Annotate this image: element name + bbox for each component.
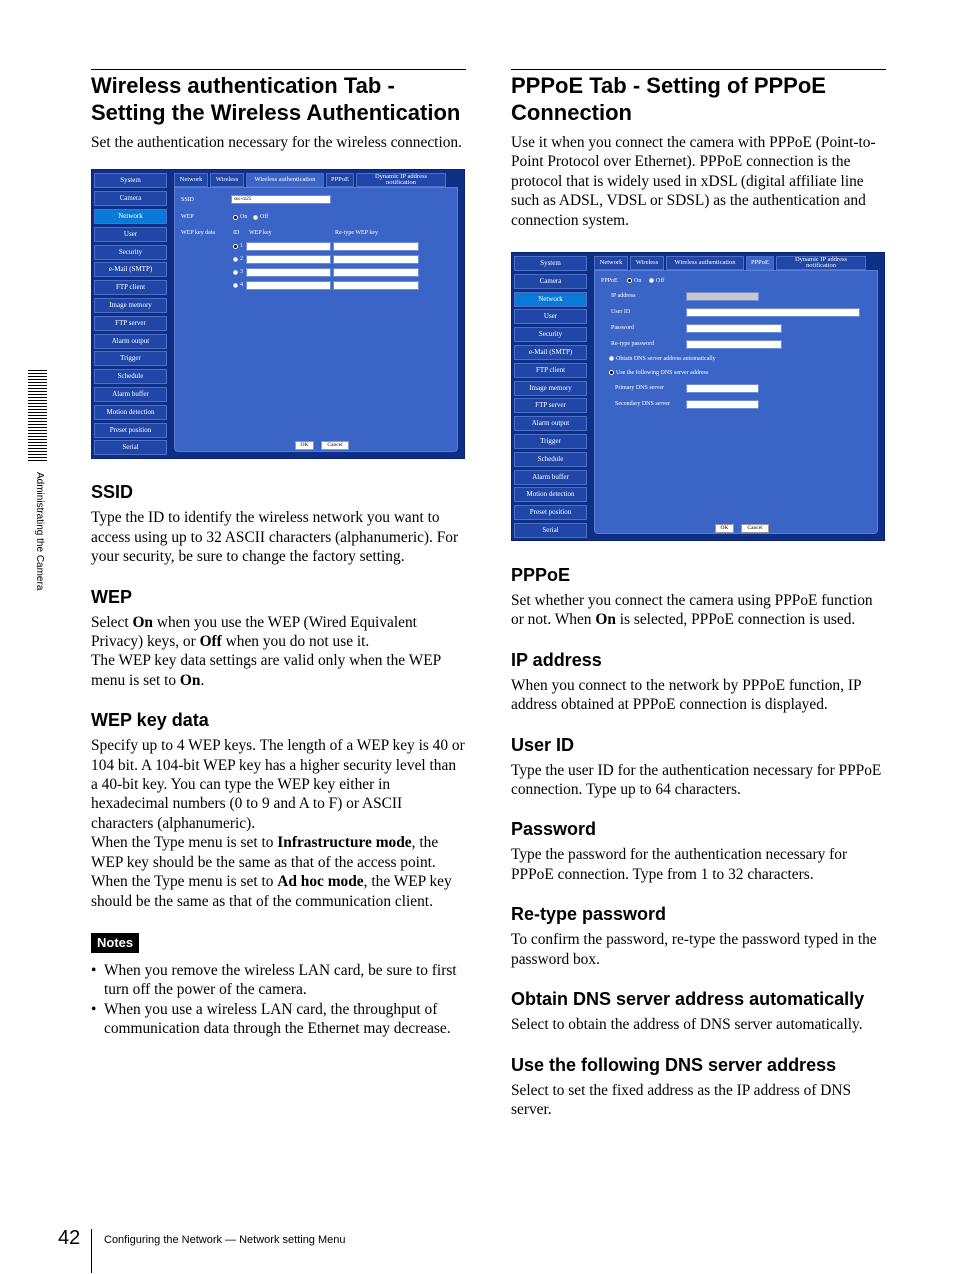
wep-off-radio[interactable]: Off bbox=[253, 214, 268, 220]
wep-key-id-radio[interactable]: 2 bbox=[233, 256, 243, 262]
tab-wireless[interactable]: Wireless bbox=[630, 256, 664, 270]
retype-password-text: To confirm the password, re-type the password typed in the password box. bbox=[511, 931, 877, 968]
wep-key-id-radio[interactable]: 4 bbox=[233, 282, 243, 288]
tab-wireless-authentication[interactable]: Wireless authentication bbox=[246, 173, 324, 187]
retype-wep-key-input[interactable] bbox=[333, 281, 419, 290]
tab-network[interactable]: Network bbox=[594, 256, 628, 270]
password-heading: Password bbox=[511, 819, 597, 840]
tab-pppoe[interactable]: PPPoE bbox=[326, 173, 354, 187]
menu-item-motion-detection[interactable]: Motion detection bbox=[94, 405, 167, 420]
wireless-auth-screenshot bbox=[91, 169, 465, 459]
retype-password-label: Re-type password bbox=[611, 341, 655, 348]
dns-auto-heading: Obtain DNS server address automatically bbox=[511, 989, 865, 1010]
pppoe-intro: Use it when you connect the camera with PPPoE (Point-to-Point Protocol over Ethernet). PPPoE connection is the protocol that is widely used in xDSL (digital affiliate line such as ADSL, VDSL or SDSL) as the authentication and connection system. bbox=[511, 134, 876, 229]
page-number: 42 bbox=[58, 1227, 81, 1249]
col-retype-wep-key: Re-type WEP key bbox=[335, 230, 378, 237]
retype-wep-key-input[interactable] bbox=[333, 255, 419, 264]
menu-item-e-mail-smtp[interactable]: e-Mail (SMTP) bbox=[94, 262, 167, 277]
dns-manual-heading: Use the following DNS server address bbox=[511, 1054, 837, 1075]
ok-button[interactable]: OK bbox=[715, 524, 734, 533]
chapter-tab-stripe bbox=[28, 370, 47, 462]
wep-key-data-heading: WEP key data bbox=[91, 710, 209, 731]
tab-pppoe[interactable]: PPPoE bbox=[746, 256, 774, 270]
retype-password-heading: Re-type password bbox=[511, 904, 667, 925]
wep-key-id-radio[interactable]: 1 bbox=[233, 243, 243, 249]
wireless-auth-title: Wireless authentication Tab - Setting the Wireless Authentication bbox=[91, 73, 461, 125]
menu-item-system[interactable]: System bbox=[94, 173, 167, 188]
ip-address-label: IP address bbox=[611, 293, 636, 300]
wep-key-text-2: When the Type menu is set to Infrastructure mode, the WEP key should be the same as that of the access point. When the Type menu is set to Ad hoc mode, the WEP key should be the same as that of the communication client. bbox=[91, 834, 452, 910]
ssid-input[interactable]: snc-rz25 bbox=[231, 195, 331, 204]
pppoe-screenshot bbox=[511, 252, 885, 541]
user-id-heading: User ID bbox=[511, 734, 575, 755]
settings-menu bbox=[92, 173, 170, 458]
wireless-auth-panel bbox=[174, 187, 458, 452]
password-text: Type the password for the authentication necessary for PPPoE connection. Type from 1 to 32 characters. bbox=[511, 846, 848, 883]
menu-item-serial[interactable]: Serial bbox=[94, 440, 167, 455]
menu-item-user[interactable]: User bbox=[514, 309, 587, 324]
menu-item-alarm-output[interactable]: Alarm output bbox=[94, 334, 167, 349]
menu-item-trigger[interactable]: Trigger bbox=[514, 434, 587, 449]
wep-label: WEP bbox=[181, 214, 194, 221]
menu-item-e-mail-smtp[interactable]: e-Mail (SMTP) bbox=[514, 345, 587, 360]
menu-item-serial[interactable]: Serial bbox=[514, 523, 587, 538]
menu-item-network[interactable]: Network bbox=[514, 292, 587, 307]
menu-item-security[interactable]: Security bbox=[514, 327, 587, 342]
menu-item-ftp-client[interactable]: FTP client bbox=[514, 363, 587, 378]
pppoe-on-radio[interactable]: On bbox=[627, 278, 641, 284]
retype-wep-key-input[interactable] bbox=[333, 268, 419, 277]
menu-item-preset-position[interactable]: Preset position bbox=[514, 505, 587, 520]
pppoe-heading: PPPoE bbox=[511, 565, 571, 586]
wep-key-id-radio[interactable]: 3 bbox=[233, 269, 243, 275]
note-item: • When you use a wireless LAN card, the throughput of communication data through the Ethernet may decrease. bbox=[91, 1000, 466, 1039]
pppoe-panel bbox=[594, 270, 878, 534]
menu-item-ftp-server[interactable]: FTP server bbox=[514, 398, 587, 413]
wep-key-text-1: Specify up to 4 WEP keys. The length of a WEP key is 40 or 104 bit. A 104-bit WEP key has a higher security level than a 40-bit key. You can type the WEP key either in hexadecimal numbers (0 to 9 and A to F) or ASCII characters (alphanumeric). bbox=[91, 737, 465, 832]
secondary-dns-label: Secondary DNS server bbox=[615, 401, 670, 408]
note-item: • When you remove the wireless LAN card, be sure to first turn off the power of the camera. bbox=[91, 961, 466, 1000]
wep-text-2: The WEP key data settings are valid only when the WEP menu is set to On. bbox=[91, 652, 441, 689]
wep-key-data-label: WEP key data bbox=[181, 230, 216, 237]
password-input[interactable] bbox=[686, 324, 782, 333]
wep-text-1: Select On when you use the WEP (Wired Equivalent Privacy) keys, or Off when you do not use it. bbox=[91, 613, 417, 651]
menu-item-security[interactable]: Security bbox=[94, 245, 167, 260]
section-rule bbox=[91, 69, 466, 70]
wep-key-input[interactable] bbox=[246, 255, 331, 264]
settings-menu bbox=[512, 256, 590, 541]
ok-button[interactable]: OK bbox=[295, 441, 314, 450]
tab-wireless-authentication[interactable]: Wireless authentication bbox=[666, 256, 744, 270]
pppoe-title: PPPoE Tab - Setting of PPPoE Connection bbox=[511, 73, 826, 125]
menu-item-schedule[interactable]: Schedule bbox=[514, 452, 587, 467]
dns-manual-text: Select to set the fixed address as the IP address of DNS server. bbox=[511, 1081, 852, 1118]
wep-key-input[interactable] bbox=[246, 268, 331, 277]
primary-dns-input[interactable] bbox=[686, 384, 759, 393]
ssid-heading: SSID bbox=[91, 482, 134, 503]
menu-item-user[interactable]: User bbox=[94, 227, 167, 242]
tab-dynamic-ip-address-notification[interactable]: Dynamic IP address notification bbox=[356, 173, 446, 187]
menu-item-image-memory[interactable]: Image memory bbox=[94, 298, 167, 313]
menu-item-network[interactable]: Network bbox=[94, 209, 167, 224]
pppoe-label: PPPoE bbox=[601, 278, 618, 285]
menu-item-alarm-output[interactable]: Alarm output bbox=[514, 416, 587, 431]
menu-item-alarm-buffer[interactable]: Alarm buffer bbox=[94, 387, 167, 402]
menu-item-trigger[interactable]: Trigger bbox=[94, 351, 167, 366]
menu-item-alarm-buffer[interactable]: Alarm buffer bbox=[514, 470, 587, 485]
menu-item-camera[interactable]: Camera bbox=[514, 274, 587, 289]
user-id-input[interactable] bbox=[686, 308, 860, 317]
menu-item-system[interactable]: System bbox=[514, 256, 587, 271]
menu-item-ftp-server[interactable]: FTP server bbox=[94, 316, 167, 331]
tab-network[interactable]: Network bbox=[174, 173, 208, 187]
dns-auto-text: Select to obtain the address of DNS server automatically. bbox=[511, 1016, 863, 1034]
wep-on-radio[interactable]: On bbox=[233, 214, 247, 220]
dns-auto-radio[interactable]: Obtain DNS server address automatically bbox=[609, 356, 716, 362]
menu-item-ftp-client[interactable]: FTP client bbox=[94, 280, 167, 295]
secondary-dns-input[interactable] bbox=[686, 400, 759, 409]
password-label: Password bbox=[611, 325, 635, 332]
notes-badge: Notes bbox=[91, 933, 139, 953]
dns-manual-radio[interactable]: Use the following DNS server address bbox=[609, 370, 708, 376]
retype-wep-key-input[interactable] bbox=[333, 242, 419, 251]
menu-item-schedule[interactable]: Schedule bbox=[94, 369, 167, 384]
left-column bbox=[91, 69, 466, 1039]
menu-item-preset-position[interactable]: Preset position bbox=[94, 423, 167, 438]
cancel-button[interactable]: Cancel bbox=[321, 441, 349, 450]
menu-item-motion-detection[interactable]: Motion detection bbox=[514, 487, 587, 502]
col-id: ID bbox=[233, 230, 240, 237]
user-id-text: Type the user ID for the authentication necessary for PPPoE connection. Type up to 64 characters. bbox=[511, 761, 882, 799]
notes-list bbox=[91, 961, 466, 1039]
primary-dns-label: Primary DNS server bbox=[615, 385, 664, 392]
cancel-button[interactable]: Cancel bbox=[741, 524, 769, 533]
menu-item-image-memory[interactable]: Image memory bbox=[514, 381, 587, 396]
tab-dynamic-ip-address-notification[interactable]: Dynamic IP address notification bbox=[776, 256, 866, 270]
pppoe-text: Set whether you connect the camera using PPPoE function or not. When On is selected, PPPoE connection is used. bbox=[511, 592, 873, 629]
section-rule bbox=[511, 69, 886, 70]
tab-wireless[interactable]: Wireless bbox=[210, 173, 244, 187]
wep-key-input[interactable] bbox=[246, 281, 331, 290]
ip-address-text: When you connect to the network by PPPoE function, IP address obtained at PPPoE connection is displayed. bbox=[511, 676, 861, 714]
settings-tabs bbox=[594, 256, 878, 270]
pppoe-off-radio[interactable]: Off bbox=[649, 278, 664, 284]
chapter-side-label: Administrating the Camera bbox=[34, 472, 45, 591]
right-column bbox=[511, 69, 886, 1119]
footer-text: Configuring the Network — Network setting Menu bbox=[104, 1234, 346, 1246]
ip-address-heading: IP address bbox=[511, 649, 602, 670]
ssid-label: SSID bbox=[181, 197, 195, 204]
wep-key-input[interactable] bbox=[246, 242, 331, 251]
wireless-auth-intro: Set the authentication necessary for the wireless connection. bbox=[91, 134, 462, 151]
user-id-label: User ID bbox=[611, 309, 631, 316]
ip-address-field bbox=[686, 292, 759, 301]
footer-divider bbox=[91, 1229, 92, 1273]
retype-password-input[interactable] bbox=[686, 340, 782, 349]
settings-tabs bbox=[174, 173, 458, 187]
col-wep-key: WEP key bbox=[249, 230, 272, 237]
ssid-text: Type the ID to identify the wireless network you want to access using up to 32 ASCII characters (alphanumeric). For your security, be sure to change the factory setting. bbox=[91, 509, 459, 566]
menu-item-camera[interactable]: Camera bbox=[94, 191, 167, 206]
wep-heading: WEP bbox=[91, 586, 133, 607]
